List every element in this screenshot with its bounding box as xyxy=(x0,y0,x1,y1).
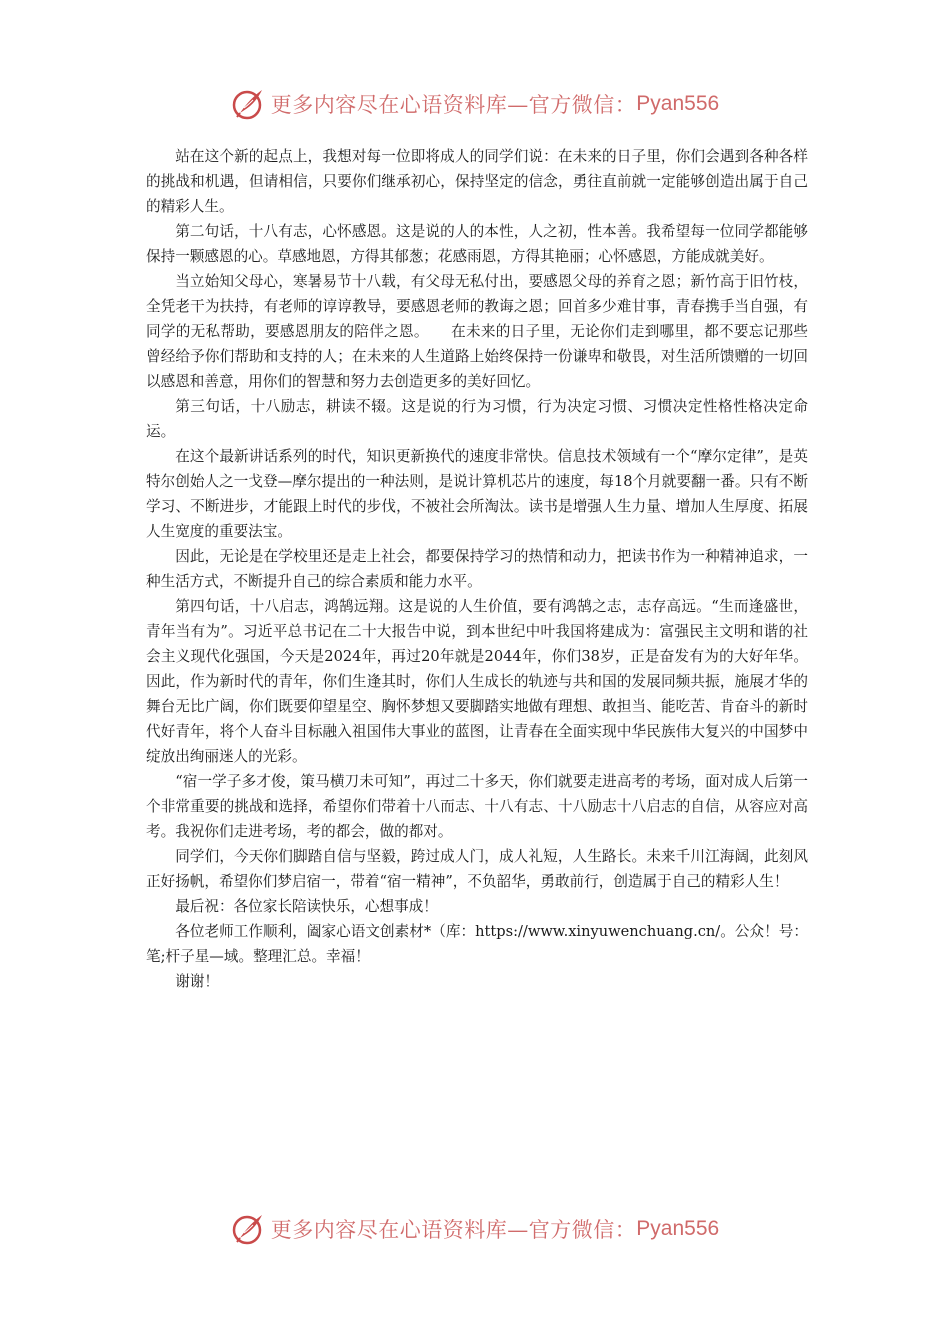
paragraph: 第四句话，十八启志，鸿鹄远翔。这是说的人生价值，要有鸿鹄之志，志存高远。“生而逢盛世，青年当有为”。习近平总书记在二十大报告中说，到本世纪中叶我国将建成为：富强民主文明和谐的社会主义现代化强国，今天是2024年，再过20年就是2044年，你们38岁，正是奋发有为的大好年华。因此，作为新时代的青年，你们生逢其时，你们人生成长的轨迹与共和国的发展同频共振，施展才华的舞台无比广阔，你们既要仰望星空、胸怀梦想又要脚踏实地做有理想、敢担当、能吃苦、肯奋斗的新时代好青年，将个人奋斗目标融入祖国伟大事业的蓝图，让青春在全面实现中华民族伟大复兴的中国梦中绽放出绚丽迷人的光彩。 xyxy=(146,598,808,765)
header-banner-text: 更多内容尽在心语资料库—官方微信： xyxy=(270,93,637,117)
feather-pen-icon xyxy=(231,1211,267,1247)
paragraph: 站在这个新的起点上，我想对每一位即将成人的同学们说：在未来的日子里，你们会遇到各种各样的挑战和机遇，但请相信，只要你们继承初心，保持坚定的信念，勇往直前就一定能够创造出属于自己的精彩人生。 xyxy=(146,148,808,215)
footer-banner-text: 更多内容尽在心语资料库—官方微信： xyxy=(270,1218,637,1242)
footer-wechat-id: Pyan556 xyxy=(636,1217,720,1240)
header-banner xyxy=(0,84,950,124)
paragraph: 谢谢！ xyxy=(175,973,219,990)
paragraph: “宿一学子多才俊，策马横刀未可知”，再过二十多天，你们就要走进高考的考场，面对成人后第一个非常重要的挑战和选择，希望你们带着十八而志、十八有志、十八励志十八启志的自信，从容应对高考。我祝你们走进考场，考的都会，做的都对。 xyxy=(146,773,808,840)
paragraph: 各位老师工作顺利，阖家心语文创素材*（库：https://www.xinyuwenchuang.cn/。公众！号：笔;杆子星—域。整理汇总。幸福！ xyxy=(146,923,808,965)
paragraph: 同学们，今天你们脚踏自信与坚毅，跨过成人门，成人礼短，人生路长。未来千川江海阔，此刻风正好扬帆，希望你们梦启宿一，带着“宿一精神”，不负韶华，勇敢前行，创造属于自己的精彩人生！ xyxy=(146,848,808,890)
paragraph: 在这个最新讲话系列的时代，知识更新换代的速度非常快。信息技术领域有一个“摩尔定律”，是英特尔创始人之一戈登—摩尔提出的一种法则，是说计算机芯片的速度，每18个月就要翻一番。只有不断学习、不断进步，才能跟上时代的步伐，不被社会所淘汰。读书是增强人生力量、增加人生厚度、拓展人生宽度的重要法宝。 xyxy=(146,448,808,540)
paragraph: 第三句话，十八励志，耕读不辍。这是说的行为习惯，行为决定习惯、习惯决定性格性格决定命运。 xyxy=(146,398,808,440)
paragraph: 因此，无论是在学校里还是走上社会，都要保持学习的热情和动力，把读书作为一种精神追求，一种生活方式，不断提升自己的综合素质和能力水平。 xyxy=(146,548,808,590)
document-body xyxy=(146,144,808,994)
footer-banner xyxy=(0,1209,950,1249)
paragraph: 第二句话，十八有志，心怀感恩。这是说的人的本性，人之初，性本善。我希望每一位同学都能够保持一颗感恩的心。草感地恩，方得其郁葱；花感雨恩，方得其艳丽；心怀感恩，方能成就美好。 xyxy=(146,223,808,265)
paragraph: 当立始知父母心，寒暑易节十八载，有父母无私付出，要感恩父母的养育之恩；新竹高于旧竹枝，全凭老干为扶持，有老师的谆谆教导，要感恩老师的教诲之恩；回首多少难甘事，青春携手当自强，有同学的无私帮助，要感恩朋友的陪伴之恩。 在未来的日子里，无论你们走到哪里，都不要忘记那些曾经给予你们帮助和支持的人；在未来的人生道路上始终保持一份谦卑和敬畏，对生活所馈赠的一切回以感恩和善意，用你们的智慧和努力去创造更多的美好回忆。 xyxy=(146,273,808,390)
header-wechat-id: Pyan556 xyxy=(636,92,720,115)
paragraph: 最后祝：各位家长陪读快乐，心想事成！ xyxy=(175,898,438,915)
feather-pen-icon xyxy=(231,86,267,122)
